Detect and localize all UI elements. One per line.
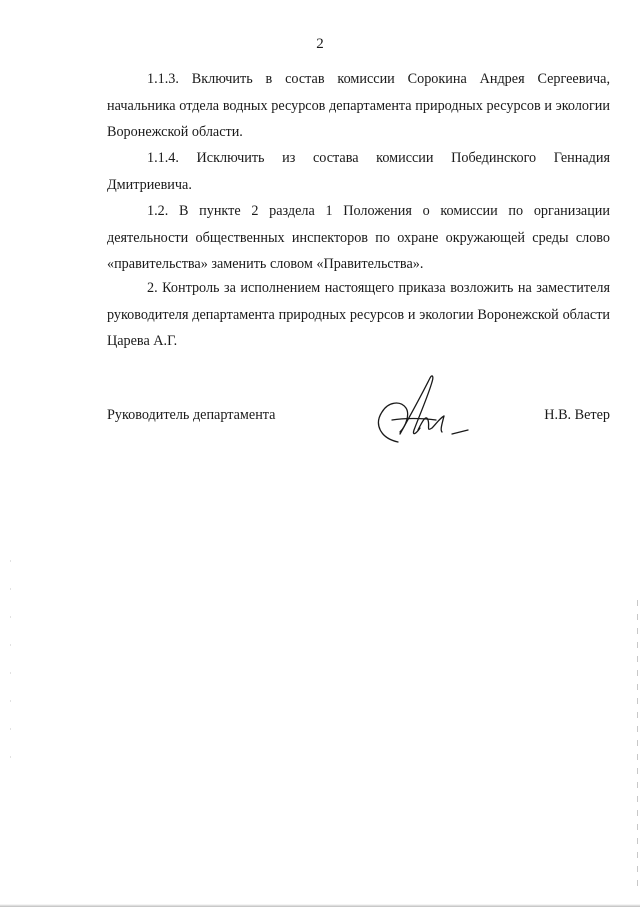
- paragraph-1-1-4: [107, 145, 610, 198]
- page-number: 2: [316, 36, 324, 52]
- scan-artifact-left: [10, 560, 11, 760]
- paragraph-text: 1.1.4. Исключить из состава комиссии Побединского Геннадия Дмитриевича.: [107, 150, 610, 193]
- paragraph-1-1-3: [107, 66, 610, 146]
- paragraph-text: 1.1.3. Включить в состав комиссии Сорокина Андрея Сергеевича, начальника отдела водных ресурсов департамента природных ресурсов и экологии Воронежской области.: [107, 71, 610, 140]
- paragraph-2: [107, 275, 610, 355]
- signatory-role: Руководитель департамента: [107, 407, 276, 423]
- scan-artifact-right: [637, 600, 638, 890]
- paragraph-text: 2. Контроль за исполнением настоящего приказа возложить на заместителя руководителя департамента природных ресурсов и экологии Воронежской области Царева А.Г.: [107, 280, 610, 349]
- paragraph-text: 1.2. В пункте 2 раздела 1 Положения о комиссии по организации деятельности общественных инспекторов по охране окружающей среды слово «правительства» заменить словом «Правительства».: [107, 203, 610, 272]
- handwritten-signature: [370, 372, 475, 452]
- paragraph-1-2: [107, 198, 610, 278]
- signatory-name: Н.В. Ветер: [544, 407, 610, 423]
